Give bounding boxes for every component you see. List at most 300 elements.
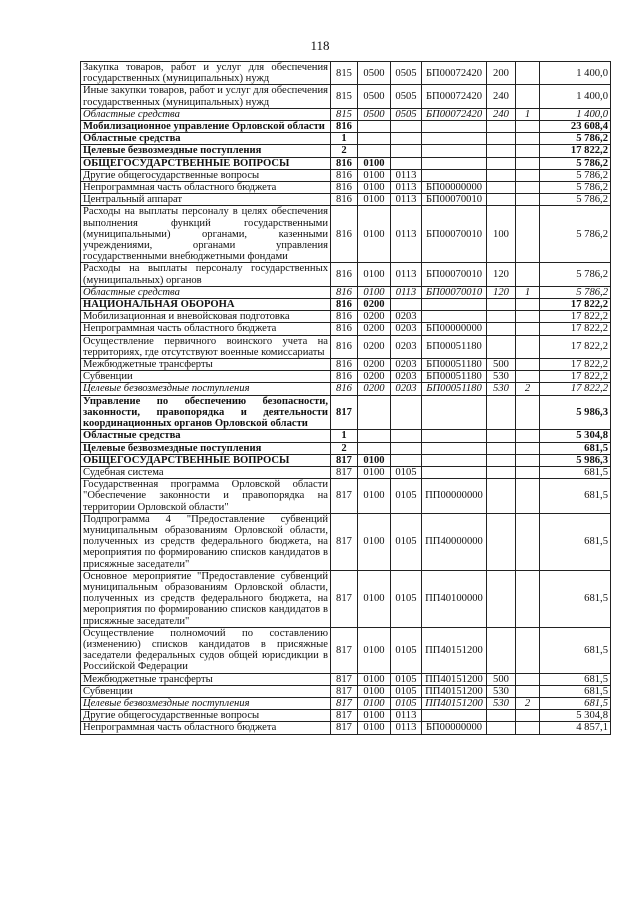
- row-funding-source: [516, 62, 540, 85]
- row-name: Мобилизационная и вневойсковая подготовка: [81, 311, 331, 323]
- row-amount: 5 786,2: [540, 263, 611, 286]
- row-grbs: 816: [331, 311, 358, 323]
- row-subsection: [391, 157, 422, 169]
- row-expense-type: [487, 454, 516, 466]
- row-name: Субвенции: [81, 371, 331, 383]
- row-subsection: [391, 442, 422, 454]
- row-amount: 681,5: [540, 697, 611, 709]
- row-expense-type: [487, 323, 516, 335]
- row-amount: 17 822,2: [540, 359, 611, 371]
- row-grbs: 817: [331, 513, 358, 570]
- row-target-article: [422, 311, 487, 323]
- row-target-article: БП00070010: [422, 263, 487, 286]
- table-row: [81, 395, 611, 430]
- table-row: [81, 182, 611, 194]
- row-grbs: 817: [331, 627, 358, 673]
- row-grbs: 817: [331, 570, 358, 627]
- row-section: 0100: [358, 466, 391, 478]
- row-name: Расходы на выплаты персоналу государственных (муниципальных) органов: [81, 263, 331, 286]
- row-expense-type: 120: [487, 286, 516, 298]
- row-name: ОБЩЕГОСУДАРСТВЕННЫЕ ВОПРОСЫ: [81, 454, 331, 466]
- row-funding-source: [516, 466, 540, 478]
- row-section: 0200: [358, 383, 391, 395]
- table-row: [81, 722, 611, 734]
- row-funding-source: [516, 85, 540, 108]
- row-grbs: 816: [331, 169, 358, 181]
- row-target-article: [422, 121, 487, 133]
- row-target-article: БП00072420: [422, 85, 487, 108]
- row-name: Осуществление полномочий по составлению (изменению) списков кандидатов в присяжные заседатели федеральных судов общей юрисдикции в Российской Федерации: [81, 627, 331, 673]
- row-expense-type: [487, 335, 516, 358]
- row-name: Центральный аппарат: [81, 194, 331, 206]
- row-name: Областные средства: [81, 286, 331, 298]
- table-row: [81, 430, 611, 442]
- row-name: Судебная система: [81, 466, 331, 478]
- row-name: Целевые безвозмездные поступления: [81, 145, 331, 157]
- table-row: [81, 299, 611, 311]
- row-grbs: 817: [331, 395, 358, 430]
- row-amount: 681,5: [540, 627, 611, 673]
- row-grbs: 1: [331, 133, 358, 145]
- row-funding-source: [516, 145, 540, 157]
- row-funding-source: 2: [516, 697, 540, 709]
- row-name: Подпрограмма 4 "Предоставление субвенций муниципальным образованиям Орловской области, полученных из средств федерального бюджета, на мероприятия по формированию списков кандидатов в присяжные заседатели": [81, 513, 331, 570]
- row-funding-source: [516, 722, 540, 734]
- row-subsection: [391, 133, 422, 145]
- row-section: 0100: [358, 206, 391, 263]
- row-target-article: ПП40100000: [422, 570, 487, 627]
- row-expense-type: 500: [487, 673, 516, 685]
- row-target-article: [422, 454, 487, 466]
- row-funding-source: [516, 442, 540, 454]
- row-section: 0100: [358, 479, 391, 514]
- row-section: [358, 133, 391, 145]
- row-amount: 681,5: [540, 442, 611, 454]
- row-grbs: 816: [331, 359, 358, 371]
- row-expense-type: 100: [487, 206, 516, 263]
- row-funding-source: [516, 395, 540, 430]
- row-section: 0100: [358, 286, 391, 298]
- row-amount: 681,5: [540, 466, 611, 478]
- row-name: Непрограммная часть областного бюджета: [81, 722, 331, 734]
- row-grbs: 815: [331, 62, 358, 85]
- row-grbs: 815: [331, 85, 358, 108]
- table-row: [81, 169, 611, 181]
- row-subsection: 0105: [391, 513, 422, 570]
- row-amount: 17 822,2: [540, 145, 611, 157]
- row-expense-type: [487, 466, 516, 478]
- row-expense-type: [487, 157, 516, 169]
- row-expense-type: 240: [487, 85, 516, 108]
- row-name: Областные средства: [81, 108, 331, 120]
- row-grbs: 816: [331, 323, 358, 335]
- row-subsection: [391, 454, 422, 466]
- row-target-article: [422, 299, 487, 311]
- row-subsection: 0203: [391, 383, 422, 395]
- table-row: [81, 145, 611, 157]
- row-expense-type: [487, 121, 516, 133]
- row-funding-source: [516, 371, 540, 383]
- row-grbs: 817: [331, 673, 358, 685]
- row-target-article: ПП00000000: [422, 479, 487, 514]
- table-row: [81, 673, 611, 685]
- row-subsection: 0113: [391, 710, 422, 722]
- row-grbs: 816: [331, 182, 358, 194]
- row-name: Субвенции: [81, 685, 331, 697]
- row-grbs: 816: [331, 194, 358, 206]
- row-expense-type: [487, 570, 516, 627]
- row-name: НАЦИОНАЛЬНАЯ ОБОРОНА: [81, 299, 331, 311]
- row-funding-source: [516, 430, 540, 442]
- table-row: [81, 108, 611, 120]
- row-section: [358, 145, 391, 157]
- row-name: Областные средства: [81, 133, 331, 145]
- row-amount: 681,5: [540, 570, 611, 627]
- row-funding-source: [516, 194, 540, 206]
- row-target-article: ПП40000000: [422, 513, 487, 570]
- row-target-article: БП00072420: [422, 108, 487, 120]
- row-target-article: [422, 157, 487, 169]
- row-name: Осуществление первичного воинского учета на территориях, где отсутствуют военные комиссариаты: [81, 335, 331, 358]
- table-row: [81, 62, 611, 85]
- row-funding-source: [516, 157, 540, 169]
- row-name: Целевые безвозмездные поступления: [81, 697, 331, 709]
- row-funding-source: [516, 206, 540, 263]
- row-expense-type: [487, 299, 516, 311]
- row-target-article: [422, 430, 487, 442]
- row-expense-type: [487, 479, 516, 514]
- row-funding-source: [516, 263, 540, 286]
- row-funding-source: [516, 479, 540, 514]
- row-name: Другие общегосударственные вопросы: [81, 710, 331, 722]
- row-subsection: 0113: [391, 182, 422, 194]
- row-name: Межбюджетные трансферты: [81, 673, 331, 685]
- row-subsection: 0203: [391, 371, 422, 383]
- row-subsection: 0113: [391, 263, 422, 286]
- row-amount: 17 822,2: [540, 383, 611, 395]
- row-subsection: 0105: [391, 673, 422, 685]
- row-amount: 17 822,2: [540, 299, 611, 311]
- budget-table: [80, 61, 611, 735]
- row-funding-source: [516, 627, 540, 673]
- row-subsection: 0105: [391, 627, 422, 673]
- row-section: 0200: [358, 335, 391, 358]
- table-row: [81, 194, 611, 206]
- row-amount: 1 400,0: [540, 62, 611, 85]
- row-funding-source: [516, 454, 540, 466]
- row-funding-source: [516, 710, 540, 722]
- row-target-article: [422, 710, 487, 722]
- row-grbs: 815: [331, 108, 358, 120]
- table-row: [81, 263, 611, 286]
- row-subsection: [391, 395, 422, 430]
- table-row: [81, 371, 611, 383]
- row-funding-source: [516, 133, 540, 145]
- row-expense-type: [487, 194, 516, 206]
- row-section: 0100: [358, 513, 391, 570]
- row-expense-type: 530: [487, 371, 516, 383]
- row-expense-type: [487, 133, 516, 145]
- row-grbs: 817: [331, 466, 358, 478]
- row-section: 0200: [358, 311, 391, 323]
- table-row: [81, 685, 611, 697]
- row-subsection: 0105: [391, 466, 422, 478]
- row-target-article: БП00070010: [422, 206, 487, 263]
- table-row: [81, 206, 611, 263]
- row-section: 0200: [358, 323, 391, 335]
- row-funding-source: [516, 169, 540, 181]
- row-subsection: 0113: [391, 194, 422, 206]
- row-target-article: [422, 145, 487, 157]
- row-amount: 5 786,2: [540, 194, 611, 206]
- row-name: Мобилизационное управление Орловской области: [81, 121, 331, 133]
- row-expense-type: 530: [487, 697, 516, 709]
- row-amount: 5 304,8: [540, 430, 611, 442]
- row-target-article: ПП40151200: [422, 697, 487, 709]
- row-amount: 17 822,2: [540, 311, 611, 323]
- row-name: Иные закупки товаров, работ и услуг для обеспечения государственных (муниципальных) нужд: [81, 85, 331, 108]
- row-section: 0100: [358, 697, 391, 709]
- row-section: 0100: [358, 157, 391, 169]
- row-grbs: 816: [331, 121, 358, 133]
- row-subsection: 0203: [391, 335, 422, 358]
- row-name: Другие общегосударственные вопросы: [81, 169, 331, 181]
- row-amount: 681,5: [540, 685, 611, 697]
- row-funding-source: [516, 299, 540, 311]
- row-funding-source: [516, 673, 540, 685]
- row-amount: 5 986,3: [540, 454, 611, 466]
- row-grbs: 817: [331, 722, 358, 734]
- row-subsection: 0113: [391, 169, 422, 181]
- table-row: [81, 627, 611, 673]
- row-section: 0100: [358, 685, 391, 697]
- table-row: [81, 311, 611, 323]
- row-grbs: 817: [331, 479, 358, 514]
- row-expense-type: 200: [487, 62, 516, 85]
- row-section: [358, 442, 391, 454]
- row-funding-source: 2: [516, 383, 540, 395]
- row-expense-type: 500: [487, 359, 516, 371]
- row-expense-type: [487, 311, 516, 323]
- table-row: [81, 466, 611, 478]
- row-grbs: 1: [331, 430, 358, 442]
- row-expense-type: [487, 430, 516, 442]
- row-expense-type: [487, 627, 516, 673]
- row-section: 0100: [358, 673, 391, 685]
- row-target-article: БП00051180: [422, 335, 487, 358]
- row-subsection: 0105: [391, 685, 422, 697]
- row-funding-source: [516, 311, 540, 323]
- row-subsection: 0203: [391, 359, 422, 371]
- row-amount: 681,5: [540, 513, 611, 570]
- row-section: 0200: [358, 359, 391, 371]
- row-expense-type: 120: [487, 263, 516, 286]
- row-section: 0100: [358, 194, 391, 206]
- row-target-article: ПП40151200: [422, 673, 487, 685]
- row-grbs: 817: [331, 454, 358, 466]
- row-target-article: ПП40151200: [422, 627, 487, 673]
- row-section: 0100: [358, 454, 391, 466]
- row-name: Непрограммная часть областного бюджета: [81, 323, 331, 335]
- row-section: 0100: [358, 627, 391, 673]
- row-amount: 4 857,1: [540, 722, 611, 734]
- row-amount: 681,5: [540, 479, 611, 514]
- row-name: Непрограммная часть областного бюджета: [81, 182, 331, 194]
- row-section: 0100: [358, 169, 391, 181]
- row-target-article: БП00051180: [422, 371, 487, 383]
- row-grbs: 2: [331, 145, 358, 157]
- row-subsection: 0505: [391, 85, 422, 108]
- row-subsection: 0105: [391, 570, 422, 627]
- row-target-article: БП00070010: [422, 194, 487, 206]
- row-amount: 23 608,4: [540, 121, 611, 133]
- row-name: Закупка товаров, работ и услуг для обеспечения государственных (муниципальных) нужд: [81, 62, 331, 85]
- table-row: [81, 286, 611, 298]
- row-amount: 5 986,3: [540, 395, 611, 430]
- row-grbs: 816: [331, 299, 358, 311]
- row-expense-type: [487, 145, 516, 157]
- row-grbs: 816: [331, 263, 358, 286]
- row-name: Управление по обеспечению безопасности, законности, правопорядка и деятельности координационных органов Орловской области: [81, 395, 331, 430]
- row-amount: 5 786,2: [540, 206, 611, 263]
- row-subsection: 0505: [391, 108, 422, 120]
- row-grbs: 816: [331, 371, 358, 383]
- row-funding-source: [516, 121, 540, 133]
- row-section: 0200: [358, 371, 391, 383]
- row-funding-source: [516, 335, 540, 358]
- row-subsection: [391, 299, 422, 311]
- row-subsection: [391, 121, 422, 133]
- row-subsection: 0113: [391, 722, 422, 734]
- row-target-article: [422, 466, 487, 478]
- table-row: [81, 513, 611, 570]
- row-name: Межбюджетные трансферты: [81, 359, 331, 371]
- row-amount: 1 400,0: [540, 108, 611, 120]
- row-target-article: [422, 169, 487, 181]
- row-section: [358, 430, 391, 442]
- row-target-article: [422, 395, 487, 430]
- row-section: 0100: [358, 710, 391, 722]
- page-number: 118: [310, 38, 330, 53]
- row-expense-type: [487, 513, 516, 570]
- row-section: 0100: [358, 182, 391, 194]
- row-section: [358, 395, 391, 430]
- row-target-article: БП00000000: [422, 323, 487, 335]
- table-row: [81, 710, 611, 722]
- row-expense-type: 530: [487, 383, 516, 395]
- row-section: 0500: [358, 62, 391, 85]
- table-row: [81, 479, 611, 514]
- table-row: [81, 323, 611, 335]
- row-target-article: [422, 442, 487, 454]
- row-target-article: БП00072420: [422, 62, 487, 85]
- row-subsection: 0113: [391, 206, 422, 263]
- row-target-article: БП00070010: [422, 286, 487, 298]
- row-section: 0100: [358, 570, 391, 627]
- row-grbs: 2: [331, 442, 358, 454]
- budget-table-body: [81, 62, 611, 735]
- table-row: [81, 133, 611, 145]
- row-subsection: [391, 430, 422, 442]
- row-expense-type: [487, 182, 516, 194]
- row-grbs: 817: [331, 685, 358, 697]
- row-amount: 17 822,2: [540, 371, 611, 383]
- table-row: [81, 157, 611, 169]
- row-funding-source: [516, 685, 540, 697]
- row-amount: 17 822,2: [540, 323, 611, 335]
- row-amount: 5 786,2: [540, 286, 611, 298]
- row-grbs: 817: [331, 697, 358, 709]
- table-row: [81, 121, 611, 133]
- row-expense-type: [487, 169, 516, 181]
- row-section: 0200: [358, 299, 391, 311]
- row-subsection: 0113: [391, 286, 422, 298]
- row-amount: 681,5: [540, 673, 611, 685]
- row-name: Расходы на выплаты персоналу в целях обеспечения выполнения функций государственными (муниципальными) органами, казенными учреждениями, органами управления государственными внебюджетными фондами: [81, 206, 331, 263]
- row-target-article: [422, 133, 487, 145]
- row-section: 0100: [358, 263, 391, 286]
- row-funding-source: 1: [516, 286, 540, 298]
- row-expense-type: [487, 395, 516, 430]
- table-row: [81, 85, 611, 108]
- row-funding-source: [516, 182, 540, 194]
- row-expense-type: 530: [487, 685, 516, 697]
- row-section: 0500: [358, 85, 391, 108]
- row-target-article: БП00051180: [422, 383, 487, 395]
- table-row: [81, 697, 611, 709]
- table-row: [81, 442, 611, 454]
- table-row: [81, 383, 611, 395]
- row-funding-source: [516, 359, 540, 371]
- row-subsection: [391, 145, 422, 157]
- row-section: 0500: [358, 108, 391, 120]
- row-subsection: 0505: [391, 62, 422, 85]
- row-subsection: 0105: [391, 697, 422, 709]
- row-name: Целевые безвозмездные поступления: [81, 383, 331, 395]
- table-row: [81, 454, 611, 466]
- row-amount: 17 822,2: [540, 335, 611, 358]
- row-funding-source: [516, 513, 540, 570]
- row-name: Областные средства: [81, 430, 331, 442]
- row-amount: 5 786,2: [540, 157, 611, 169]
- row-funding-source: [516, 323, 540, 335]
- row-amount: 5 786,2: [540, 133, 611, 145]
- row-target-article: БП00000000: [422, 722, 487, 734]
- row-subsection: 0203: [391, 323, 422, 335]
- row-target-article: ПП40151200: [422, 685, 487, 697]
- row-name: ОБЩЕГОСУДАРСТВЕННЫЕ ВОПРОСЫ: [81, 157, 331, 169]
- row-name: Государственная программа Орловской области "Обеспечение законности и правопорядка на территории Орловской области": [81, 479, 331, 514]
- row-grbs: 816: [331, 286, 358, 298]
- row-expense-type: 240: [487, 108, 516, 120]
- row-grbs: 817: [331, 710, 358, 722]
- row-amount: 5 786,2: [540, 182, 611, 194]
- row-section: 0100: [358, 722, 391, 734]
- row-target-article: БП00051180: [422, 359, 487, 371]
- row-amount: 5 786,2: [540, 169, 611, 181]
- row-funding-source: 1: [516, 108, 540, 120]
- row-subsection: 0203: [391, 311, 422, 323]
- row-expense-type: [487, 722, 516, 734]
- row-funding-source: [516, 570, 540, 627]
- row-target-article: БП00000000: [422, 182, 487, 194]
- row-name: Целевые безвозмездные поступления: [81, 442, 331, 454]
- row-name: Основное мероприятие "Предоставление субвенций муниципальным образованиям Орловской области, полученных из средств федерального бюджета, на мероприятия по формированию списков кандидатов в присяжные заседатели": [81, 570, 331, 627]
- row-section: [358, 121, 391, 133]
- row-grbs: 816: [331, 383, 358, 395]
- table-row: [81, 335, 611, 358]
- row-grbs: 816: [331, 157, 358, 169]
